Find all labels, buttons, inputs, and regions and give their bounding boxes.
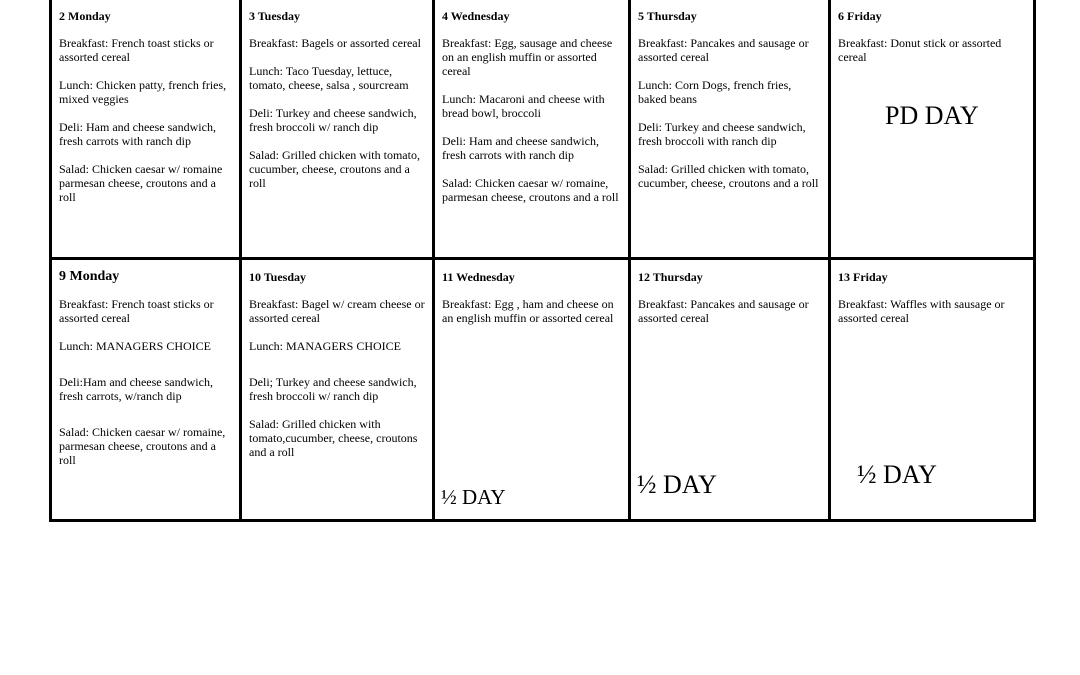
breakfast-item: Breakfast: Bagels or assorted cereal	[249, 36, 421, 50]
lunch-item: Lunch: Corn Dogs, french fries, baked beans	[638, 78, 792, 106]
week-row-1	[52, 0, 1033, 257]
half-day-note: ½ DAY	[857, 460, 937, 489]
breakfast-item: Breakfast: Pancakes and sausage or assorted cereal	[638, 36, 809, 64]
lunch-item: Lunch: MANAGERS CHOICE	[249, 339, 401, 353]
day-cell-3-tuesday	[239, 0, 432, 257]
day-header: 9 Monday	[59, 269, 120, 284]
breakfast-item: Breakfast: French toast sticks or assorted cereal	[59, 36, 214, 64]
salad-item: Salad: Grilled chicken with tomato,cucumber, cheese, croutons and a roll	[249, 417, 418, 459]
pd-day-note: PD DAY	[885, 101, 979, 130]
day-header: 11 Wednesday	[442, 270, 515, 284]
day-cell-11-wednesday	[432, 260, 628, 522]
lunch-menu-calendar	[49, 0, 1036, 522]
deli-item: Deli: Ham and cheese sandwich, fresh carrots with ranch dip	[59, 120, 216, 148]
half-day-note: ½ DAY	[441, 485, 506, 509]
deli-item: Deli: Ham and cheese sandwich, fresh carrots with ranch dip	[442, 134, 599, 162]
day-header: 13 Friday	[838, 270, 888, 284]
salad-item: Salad: Grilled chicken with tomato, cucumber, cheese, croutons and a roll	[638, 162, 819, 190]
day-header: 5 Thursday	[638, 9, 697, 23]
day-cell-6-friday	[828, 0, 1033, 257]
day-cell-5-thursday	[628, 0, 828, 257]
day-header: 4 Wednesday	[442, 9, 510, 23]
salad-item: Salad: Grilled chicken with tomato, cucumber, cheese, croutons and a roll	[249, 148, 420, 190]
lunch-item: Lunch: Chicken patty, french fries, mixed veggies	[59, 78, 227, 106]
day-cell-4-wednesday	[432, 0, 628, 257]
half-day-note: ½ DAY	[637, 470, 717, 499]
day-header: 2 Monday	[59, 9, 111, 23]
breakfast-item: Breakfast: Bagel w/ cream cheese or assorted cereal	[249, 297, 425, 325]
breakfast-item: Breakfast: French toast sticks or assorted cereal	[59, 297, 214, 325]
deli-item: Deli; Turkey and cheese sandwich, fresh broccoli w/ ranch dip	[249, 375, 417, 403]
breakfast-item: Breakfast: Egg, sausage and cheese on an english muffin or assorted cereal	[442, 36, 613, 78]
deli-item: Deli:Ham and cheese sandwich, fresh carrots, w/ranch dip	[59, 375, 213, 403]
lunch-item: Lunch: Macaroni and cheese with bread bowl, broccoli	[442, 92, 605, 120]
day-header: 3 Tuesday	[249, 9, 301, 23]
day-cell-13-friday	[828, 260, 1033, 522]
day-cell-12-thursday	[628, 260, 828, 522]
breakfast-item: Breakfast: Egg , ham and cheese on an english muffin or assorted cereal	[442, 297, 614, 325]
salad-item: Salad: Chicken caesar w/ romaine, parmesan cheese, croutons and a roll	[59, 425, 226, 467]
salad-item: Salad: Chicken caesar w/ romaine, parmesan cheese, croutons and a roll	[442, 176, 619, 204]
lunch-item: Lunch: Taco Tuesday, lettuce, tomato, cheese, salsa , sourcream	[249, 64, 409, 92]
salad-item: Salad: Chicken caesar w/ romaine parmesan cheese, croutons and a roll	[59, 162, 223, 204]
deli-item: Deli: Turkey and cheese sandwich, fresh broccoli w/ ranch dip	[249, 106, 417, 134]
breakfast-item: Breakfast: Waffles with sausage or assorted cereal	[838, 297, 1005, 325]
breakfast-item: Breakfast: Donut stick or assorted cereal	[838, 36, 1002, 64]
day-cell-9-monday	[52, 260, 239, 522]
day-header: 12 Thursday	[638, 270, 703, 284]
lunch-item: Lunch: MANAGERS CHOICE	[59, 339, 211, 353]
day-cell-10-tuesday	[239, 260, 432, 522]
day-header: 10 Tuesday	[249, 270, 307, 284]
day-header: 6 Friday	[838, 9, 882, 23]
breakfast-item: Breakfast: Pancakes and sausage or assorted cereal	[638, 297, 809, 325]
deli-item: Deli: Turkey and cheese sandwich, fresh broccoli with ranch dip	[638, 120, 806, 148]
week-row-2	[52, 257, 1033, 522]
day-cell-2-monday	[52, 0, 239, 257]
